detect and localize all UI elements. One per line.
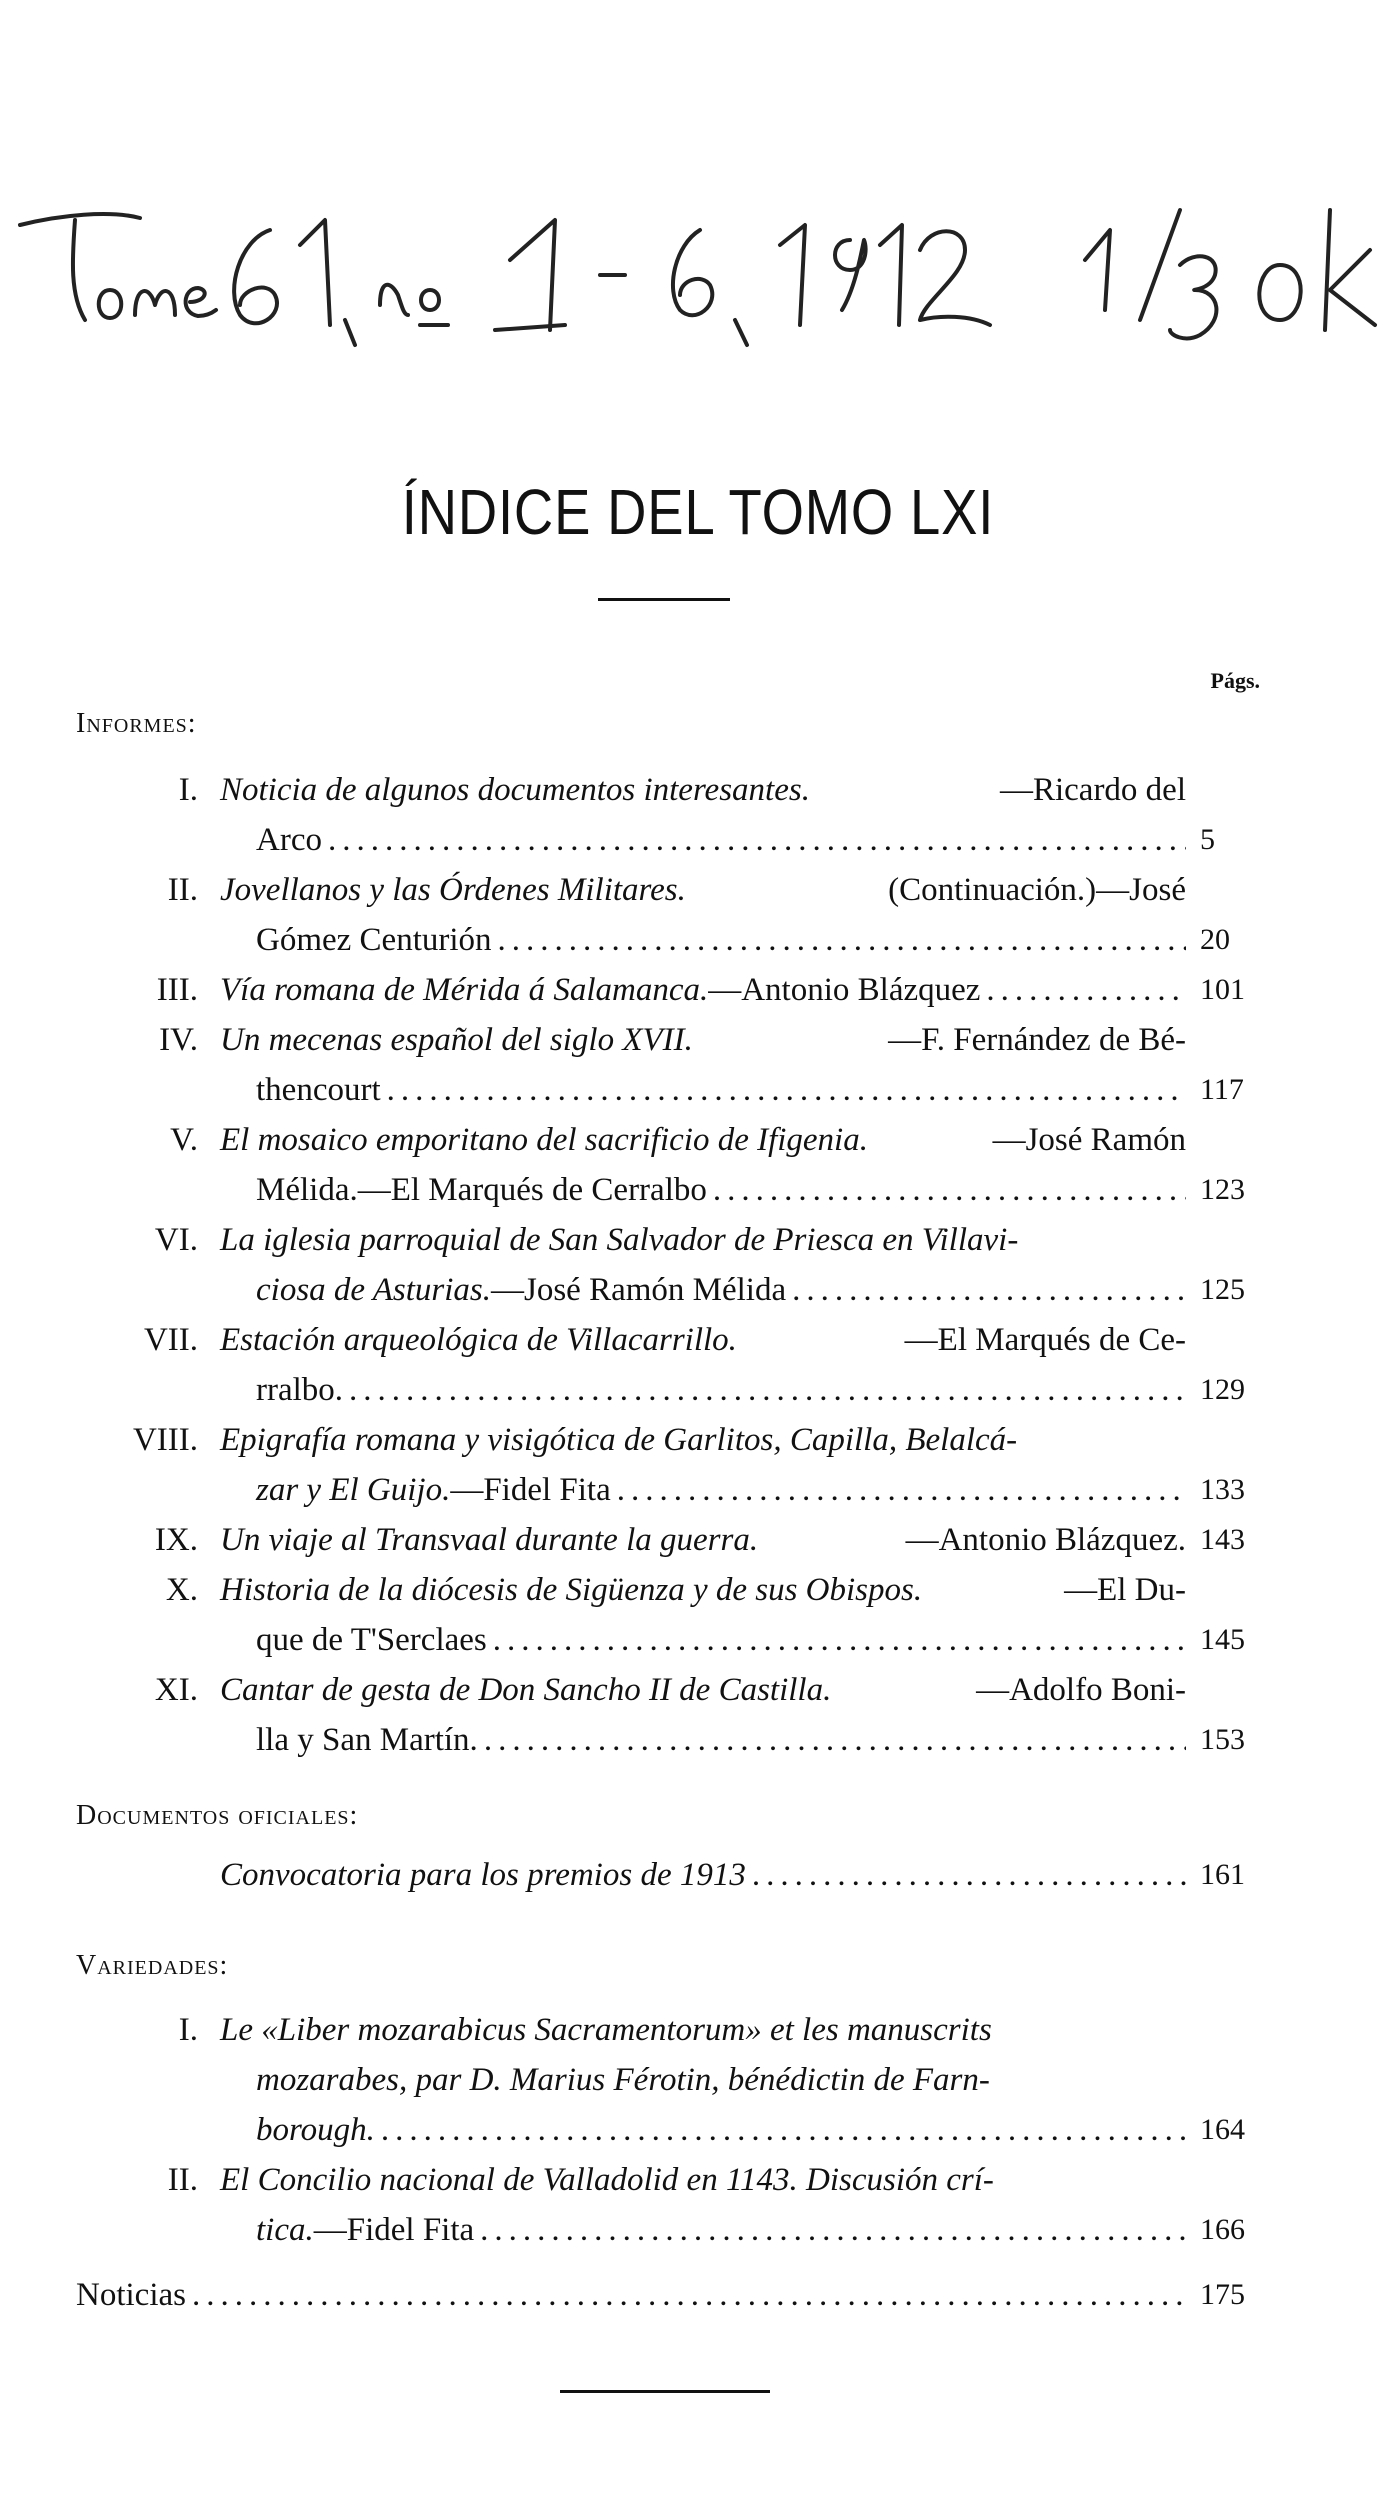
- entry-author: —Ricardo del: [999, 772, 1186, 808]
- dot-leader: [611, 1465, 1186, 1515]
- entry-number: X.: [165, 1572, 198, 1608]
- entry-number: I.: [178, 772, 198, 808]
- section-heading-informes: Informes:: [76, 708, 197, 739]
- entry-page: 133: [1200, 1473, 1245, 1506]
- entry-page: 175: [1200, 2278, 1245, 2311]
- entry-title: Un viaje al Transvaal durante la guerra.: [220, 1522, 759, 1558]
- entry-text: que de T'Serclaes: [256, 1622, 487, 1658]
- entry-title: Jovellanos y las Órdenes Militares.: [220, 872, 686, 908]
- entry-page: 20: [1200, 923, 1230, 956]
- entry-text: lla y San Martín.: [256, 1722, 478, 1758]
- entry-title: La iglesia parroquial de San Salvador de Priesca en Villavi-: [220, 1222, 1019, 1258]
- entry-page: 164: [1200, 2113, 1245, 2146]
- entry-page: 166: [1200, 2213, 1245, 2246]
- dot-leader: [786, 1265, 1186, 1315]
- entry-title: Un mecenas español del siglo XVII.: [220, 1022, 693, 1058]
- entry-author: —F. Fernández de Bé-: [888, 1022, 1186, 1058]
- entry-page: 123: [1200, 1173, 1245, 1206]
- entry-title: Estación arqueológica de Villacarrillo.: [220, 1322, 737, 1358]
- title-underline: [598, 598, 730, 601]
- entry-page: 153: [1200, 1723, 1245, 1756]
- entry-author: —Fidel Fita: [450, 1472, 611, 1508]
- entry-page: 5: [1200, 823, 1215, 856]
- entry-title: El Concilio nacional de Valladolid en 1143. Discusión crí-: [220, 2162, 994, 2198]
- entry-number: VII.: [143, 1322, 198, 1358]
- entry-page: 101: [1200, 973, 1245, 1006]
- entry-number: VI.: [154, 1222, 198, 1258]
- dot-leader: [707, 1165, 1186, 1215]
- dot-leader: [375, 2105, 1186, 2155]
- dot-leader: [478, 1715, 1186, 1765]
- entry-number: II.: [167, 872, 198, 908]
- entry-number: I.: [178, 2012, 198, 2048]
- entry-title: Noticias: [76, 2277, 186, 2313]
- dot-leader: [381, 1065, 1186, 1115]
- entry-title: Historia de la diócesis de Sigüenza y de sus Obispos.: [220, 1572, 923, 1608]
- entry-number: II.: [167, 2162, 198, 2198]
- dot-leader: [186, 2270, 1186, 2320]
- entry-title-continued: ciosa de Asturias.: [256, 1272, 491, 1308]
- section-heading-documentos: Documentos oficiales:: [76, 1800, 359, 1831]
- bottom-rule: [560, 2390, 770, 2393]
- entry-title-continued: tica.: [256, 2212, 314, 2248]
- entry-number: III.: [156, 972, 198, 1008]
- entry-page: 143: [1200, 1523, 1245, 1556]
- entry-title: Le «Liber mozarabicus Sacramentorum» et les manuscrits: [220, 2012, 992, 2048]
- entry-author: —El Du-: [1064, 1572, 1186, 1608]
- entry-page: 145: [1200, 1623, 1245, 1656]
- entry-title: Noticia de algunos documentos interesantes.: [220, 772, 810, 808]
- entry-author: —Adolfo Boni-: [976, 1672, 1186, 1708]
- entry-text: rralbo.: [256, 1372, 344, 1408]
- entry-text: Gómez Centurión: [256, 922, 492, 958]
- entry-text: Mélida.—El Marqués de Cerralbo: [256, 1172, 707, 1208]
- dot-leader: [746, 1850, 1186, 1900]
- entry-page: 161: [1200, 1858, 1245, 1891]
- entry-text: thencourt: [256, 1072, 381, 1108]
- dot-leader: [474, 2205, 1186, 2255]
- pages-column-header: Págs.: [1210, 668, 1260, 693]
- entry-page: 125: [1200, 1273, 1245, 1306]
- handwritten-note: [0, 170, 1396, 350]
- entry-title: Convocatoria para los premios de 1913: [220, 1857, 746, 1893]
- entry-author: —El Marqués de Ce-: [904, 1322, 1186, 1358]
- entry-title-continued: mozarabes, par D. Marius Férotin, bénédictin de Farn-: [256, 2062, 990, 2098]
- entry-author: —José Ramón Mélida: [490, 1272, 787, 1308]
- toc-entry-noticias: [76, 2270, 1186, 2320]
- entry-author: —Fidel Fita: [313, 2212, 475, 2248]
- entry-page: 117: [1200, 1073, 1244, 1106]
- entry-number: IV.: [159, 1022, 198, 1058]
- dot-leader: [487, 1615, 1186, 1665]
- entry-title: Cantar de gesta de Don Sancho II de Castilla.: [220, 1672, 832, 1708]
- entry-author: —José Ramón: [992, 1122, 1186, 1158]
- entry-author: (Continuación.)—José: [888, 872, 1186, 908]
- entry-author: —Antonio Blázquez.: [905, 1522, 1186, 1558]
- entry-page: 129: [1200, 1373, 1245, 1406]
- entry-number: V.: [170, 1122, 198, 1158]
- entry-title: Epigrafía romana y visigótica de Garlitos, Capilla, Belalcá-: [220, 1422, 1018, 1458]
- dot-leader: [492, 915, 1186, 965]
- entry-number: XI.: [154, 1672, 198, 1708]
- entry-author: —Antonio Blázquez: [708, 972, 981, 1008]
- section-heading-variedades: Variedades:: [76, 1950, 229, 1981]
- entry-title: El mosaico emporitano del sacrificio de Ifigenia.: [220, 1122, 868, 1158]
- page-title: ÍNDICE DEL TOMO LXI: [401, 476, 995, 548]
- entry-number: VIII.: [132, 1422, 198, 1458]
- entry-text: Arco: [256, 822, 322, 858]
- dot-leader: [980, 965, 1186, 1015]
- entry-number: IX.: [154, 1522, 198, 1558]
- dot-leader: [322, 815, 1186, 865]
- entry-title-continued: zar y El Guijo.: [256, 1472, 451, 1508]
- entry-title-continued: borough.: [256, 2112, 375, 2148]
- entry-title: Vía romana de Mérida á Salamanca.: [220, 972, 709, 1008]
- dot-leader: [343, 1365, 1186, 1415]
